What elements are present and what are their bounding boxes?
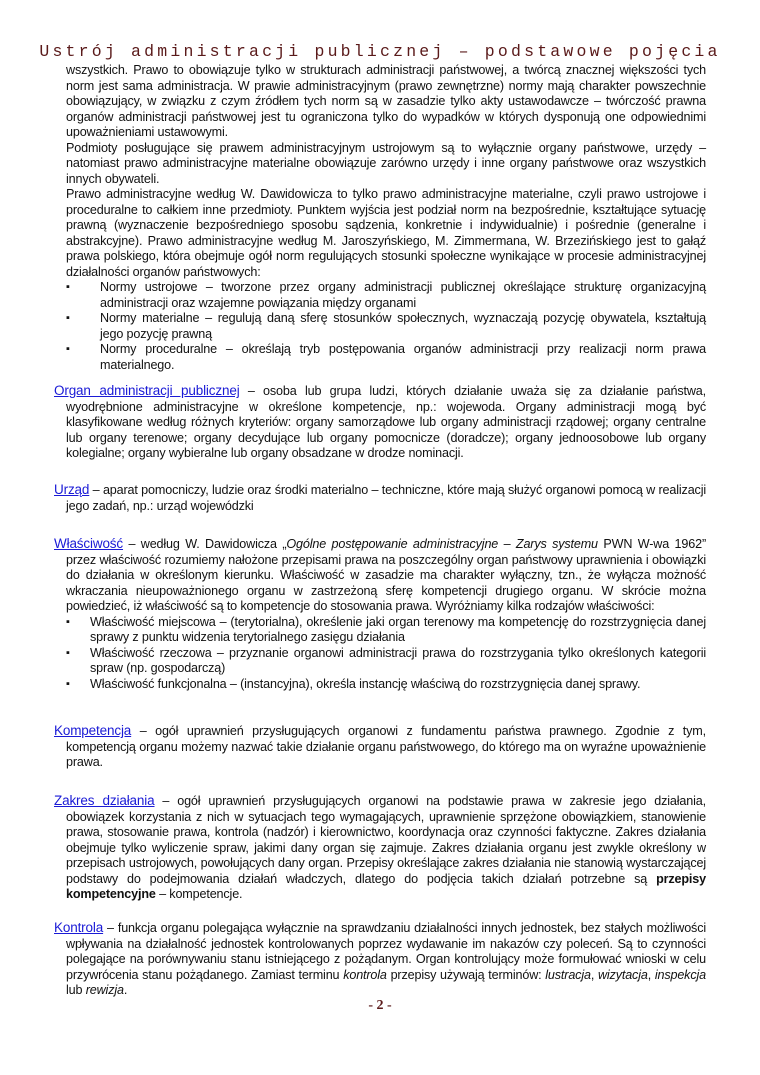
zakres-text-end: – kompetencje.: [155, 887, 243, 901]
book-title: Ogólne postępowanie administracyjne – Zarys systemu: [286, 537, 598, 551]
term-lustracja: lustracja: [545, 967, 591, 982]
urzad-definition: [54, 482, 706, 514]
term-rewizja: rewizja: [85, 983, 124, 997]
wlasciwosc-link[interactable]: Właściwość: [54, 536, 124, 551]
przepisy-kompetencyjne: przepisy kompetencyjne: [66, 871, 706, 901]
wlasciwosc-definition: [54, 536, 706, 692]
list-item: ▪ Właściwość funkcjonalna – (instancyjna), określa instancję właściwą do rozstrzygnięcia danej sprawy.: [66, 677, 706, 693]
zakres-definition: [54, 793, 706, 903]
zakres-text: – ogół uprawnień przysługujących organowi na podstawie prawa w zakresie jego działania, obowiązek korzystania z nich w sytuacjach tego wymagających, uprawnienie sprzężone obowiązkiem, stanowienie prawa, stosowanie prawa, kontrola (nadzór) i kierownictwo, koordynacja oraz czynności faktyczne. Zakres działania obejmuje tylko wyliczenie spraw, jakimi dany organ się zajmuje. Zakres działania organu jest zwykle określony w przepisach ustrojowych, powołujących dany organ. Przepisy określające zakres działania nie stanowią wystarczającej podstawy do podejmowania działań władczych, dlatego do podjęcia takich działań potrzebne są: [66, 794, 706, 886]
intro-section: [66, 63, 706, 373]
list-item: ▪ Normy materialne – regulują daną sferę stosunków społecznych, wyznaczają pozycję obywatela, kształtują jego pozycję prawną: [66, 311, 706, 342]
list-item: ▪ Normy ustrojowe – tworzone przez organy administracji publicznej określające strukturę organizacyjną administracji oraz wzajemne powiązania między organami: [66, 280, 706, 311]
page-number: - 2 -: [368, 998, 392, 1013]
urzad-text: – aparat pomocniczy, ludzie oraz środki materialno – techniczne, które mają służyć organowi pomocą w realizacji jego zadań, np.: urząd wojewódzki: [66, 483, 706, 513]
list-item: ▪ Właściwość rzeczowa – przyznanie organowi administracji prawa do rozstrzygania tylko określonych kategorii spraw (np. gospodarczą): [66, 646, 706, 677]
kontrola-link[interactable]: Kontrola: [54, 920, 104, 935]
intro-paragraph-3: Prawo administracyjne według W. Dawidowicza to tylko prawo administracyjne materialne, czyli prawo ustrojowe i proceduralne to całkiem inne przedmioty. Punktem wyjścia jest podział norm na bezpośrednie, kształtujące sytuację prawną (wyznaczenie bezpośredniego sposobu sądzenia, konkretnie i indywidualnie) i pośrednie (generalne i abstrakcyjne). Prawo administracyjne według M. Jaroszyńskiego, M. Zimmermana, W. Brzezińskiego jest to gałąź prawa polskiego, która obejmuje ogół norm regulujących stosunki społeczne wynikające w procesie administracyjnej działalności organów państwowych:: [66, 187, 706, 279]
term-wizytacja: wizytacja: [597, 967, 648, 982]
kontrola-text-2: przepisy używają terminów:: [386, 967, 546, 982]
organ-definition: [54, 383, 706, 462]
wlasciwosc-text-b: PWN W-wa 1962” przez właściwość rozumiemy nałożone przepisami prawa na poszczególny organ państwowy uprawnienia i obowiązki do działania w określonym kierunku. Właściwość w zasadzie ma charakter wyłączny, tzn., że wyłącza możność wkraczania nieupoważnionego organu w zastrzeżoną sferę kompetencji drugiego organu. W skrócie można powiedzieć, iż właściwość są to kompetencje do stosowania prawa. Wyróżniamy kilka rodzajów właściwości:: [66, 537, 707, 613]
intro-paragraph-1: wszystkich. Prawo to obowiązuje tylko w strukturach administracji państwowej, a twórcą znacznej większości tych norm jest sama administracja. W prawie administracyjnym (prawo zewnętrzne) normy mają charakter powszechnie obowiązujący, w związku z czym źródłem tych norm są w zasadzie tylko akty ustawodawcze – twórczość prawna organów administracji państwowej jest tu ograniczona tylko do wypadków w których dysponują one odpowiednimi upoważnieniami ustawowymi.: [66, 63, 706, 139]
kompetencja-link[interactable]: Kompetencja: [54, 723, 132, 738]
term-kontrola: kontrola: [343, 967, 387, 982]
organ-text: – osoba lub grupa ludzi, których działanie uważa się za działanie państwa, wyodrębnione administracyjne w określone kompetencje, np.: wojewoda. Organy administracji mogą być klasyfikowane według różnych kryteriów: organy samorządowe lub organy administracji rządowej; organy centralne lub organy terenowe; organy decydujące lub organy pomocnicze (doradcze); organy jednoosobowe lub organy kolegialne; organy wybieralne lub organy obsadzane w drodze nominacji.: [66, 384, 706, 460]
kompetencja-text: – ogół uprawnień przysługujących organowi z fundamentu państwa prawnego. Zgodnie z tym, kompetencją organu możemy nazwać takie działanie organu państwowego, do którego ma on wyraźne upoważnienie prawa.: [66, 724, 706, 769]
wlasciwosc-text-a: – według W. Dawidowicza „: [123, 537, 287, 551]
urzad-link[interactable]: Urząd: [54, 482, 90, 497]
kontrola-text: – funkcja organu polegająca wyłącznie na sprawdzaniu działalności innych jednostek, bez stałych możliwości wpływania na działalność jednostek kontrolowanych poprzez wydawanie im nakazów czy poleceń. Są to czynności polegające na porównywaniu stanu istniejącego z pożądanym. Organ kontrolujący może formułować wnioski w celu przywrócenia stanu pożądanego. Zamiast terminu: [66, 921, 706, 982]
norm-types-list: [66, 280, 706, 373]
list-item: ▪ Właściwość miejscowa – (terytorialna), określenie jaki organ terenowy ma kompetencję do rozstrzygnięcia danej sprawy z punktu widzenia terytorialnego zasięgu działania: [66, 615, 706, 646]
wlasciwosc-types-list: [66, 615, 706, 693]
kontrola-definition: [54, 920, 706, 999]
zakres-link[interactable]: Zakres działania: [54, 793, 155, 808]
page-title: Ustrój administracji publicznej – podstawowe pojęcia: [39, 42, 721, 61]
separator: ,: [647, 967, 655, 982]
period: .: [123, 983, 128, 997]
list-item: ▪ Normy proceduralne – określają tryb postępowania organów administracji przy realizacji norm prawa materialnego.: [66, 342, 706, 373]
intro-paragraph-2: Podmioty posługujące się prawem administracyjnym ustrojowym są to wyłącznie organy państwowe, urzędy – natomiast prawo administracyjne materialne obowiązuje zarówno urzędy i inne organy państwowe oraz wszystkich innych obywateli.: [66, 140, 706, 186]
separator: lub: [66, 983, 86, 997]
term-inspekcja: inspekcja: [654, 967, 706, 982]
separator: ,: [590, 967, 598, 982]
organ-link[interactable]: Organ administracji publicznej: [54, 383, 240, 398]
kompetencja-definition: [54, 723, 706, 771]
